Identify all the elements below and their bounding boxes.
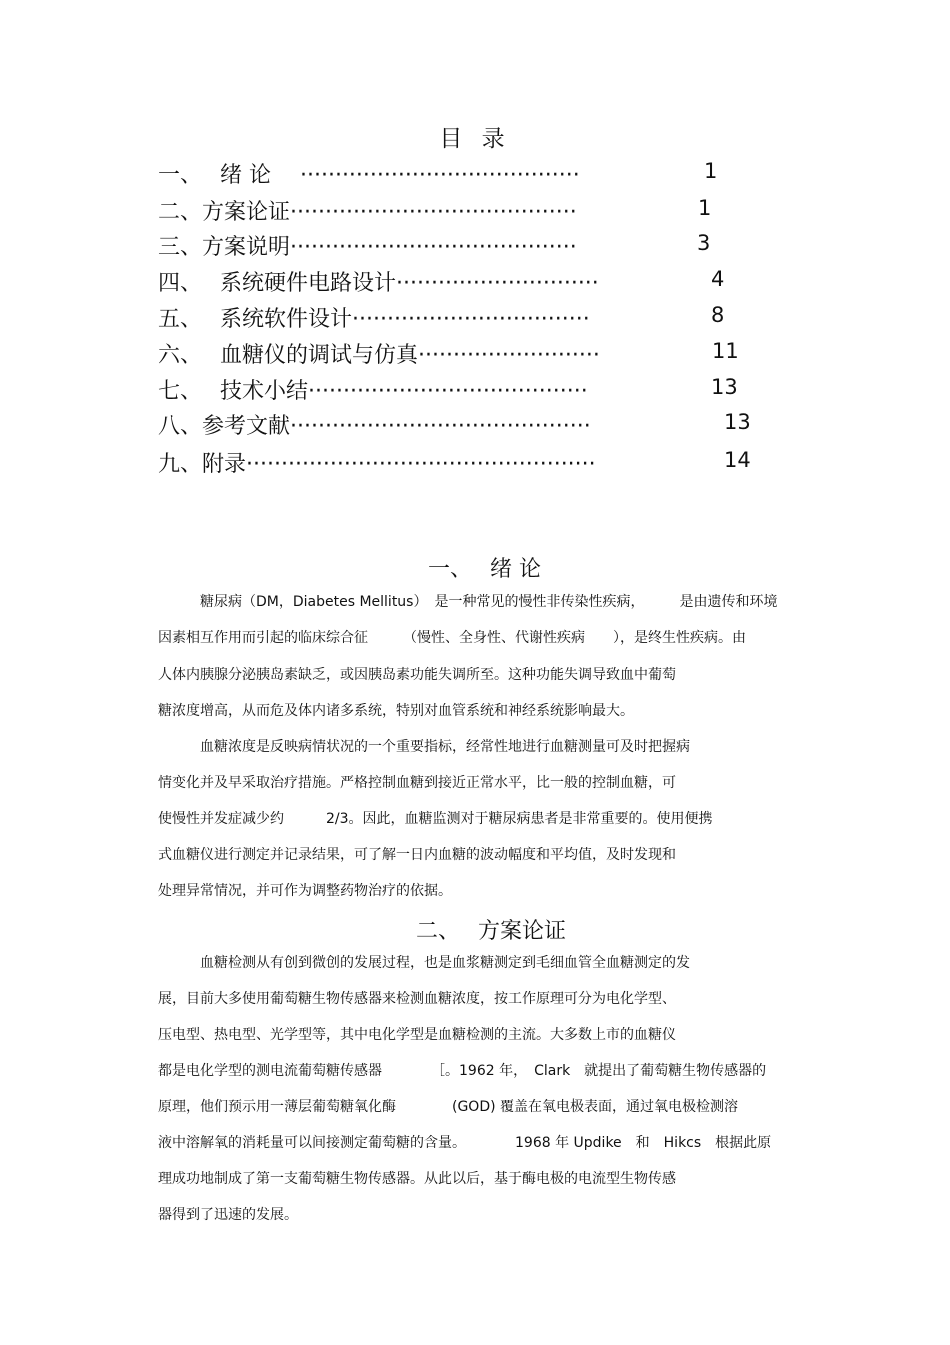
paragraph-line: 压电型、热电型、光学型等，其中电化学型是血糖检测的主流。大多数上市的血糖仪 [158,1027,676,1043]
paragraph-line: 液中溶解氧的消耗量可以间接测定葡萄糖的含量。 1968 年 Updike 和 Hikcs 根据此原 [158,1135,772,1151]
toc-entry-text: 五、 系统软件设计·································· [158,307,590,332]
toc-entry-page: 1 [698,196,712,220]
toc-entry-page: 13 [724,410,751,434]
toc-entry-page: 1 [704,159,718,183]
toc-entry-text: 七、 技术小结········································ [158,379,588,404]
paragraph-line: 血糖检测从有创到微创的发展过程，也是血浆糖测定到毛细血管全血糖测定的发 [158,955,690,971]
toc-entry-text: 九、附录·················································· [158,452,596,477]
toc-entry-text: 二、方案论证········································· [158,200,577,225]
toc-entry-page: 8 [711,303,725,327]
section-heading: 二、 方案论证 [416,919,566,944]
section-heading: 一、 绪 论 [428,557,541,582]
toc-entry-page: 11 [712,339,739,363]
toc-entry-page: 14 [724,448,751,472]
paragraph-line: 人体内胰腺分泌胰岛素缺乏，或因胰岛素功能失调所至。这种功能失调导致血中葡萄 [158,667,676,683]
toc-entry-text: 一、 绪 论 ········································ [158,163,580,188]
paragraph-line: 使慢性并发症减少约 2/3。因此，血糖监测对于糖尿病患者是非常重要的。使用便携 [158,811,713,827]
toc-entry-page: 3 [697,231,711,255]
paragraph-line: 器得到了迅速的发展。 [158,1207,298,1223]
paragraph-line: 式血糖仪进行测定并记录结果，可了解一日内血糖的波动幅度和平均值，及时发现和 [158,847,676,863]
paragraph-line: 都是电化学型的测电流葡萄糖传感器 ［。1962 年， Clark 就提出了葡萄糖生物传感器的 [158,1063,767,1079]
paragraph-line: 理成功地制成了第一支葡萄糖生物传感器。从此以后，基于酶电极的电流型生物传感 [158,1171,676,1187]
paragraph-line: 处理异常情况，并可作为调整药物治疗的依据。 [158,883,452,899]
toc-entry-text: 四、 系统硬件电路设计····························· [158,271,599,296]
toc-entry-text: 三、方案说明········································· [158,235,577,260]
paragraph-line: 情变化并及早采取治疗措施。严格控制血糖到接近正常水平，比一般的控制血糖，可 [158,775,676,791]
toc-entry-text: 八、参考文献··········································· [158,414,591,439]
paragraph-line: 血糖浓度是反映病情状况的一个重要指标，经常性地进行血糖测量可及时把握病 [158,739,690,755]
paragraph-line: 糖浓度增高，从而危及体内诸多系统，特别对血管系统和神经系统影响最大。 [158,703,634,719]
toc-title: 目 录 [439,126,511,152]
toc-entry-page: 4 [711,267,725,291]
toc-entry-text: 六、 血糖仪的调试与仿真·························· [158,343,600,368]
paragraph-line: 原理，他们预示用一薄层葡萄糖氧化酶 (GOD) 覆盖在氧电极表面，通过氧电极检测溶 [158,1099,739,1115]
toc-entry-page: 13 [711,375,738,399]
paragraph-line: 因素相互作用而引起的临床综合征 （慢性、全身性、代谢性疾病 ），是终生性疾病。由 [158,630,746,646]
paragraph-line: 糖尿病（DM，Diabetes Mellitus） 是一种常见的慢性非传染性疾病， 是由遗传和环境 [158,594,778,610]
paragraph-line: 展，目前大多使用葡萄糖生物传感器来检测血糖浓度，按工作原理可分为电化学型、 [158,991,676,1007]
